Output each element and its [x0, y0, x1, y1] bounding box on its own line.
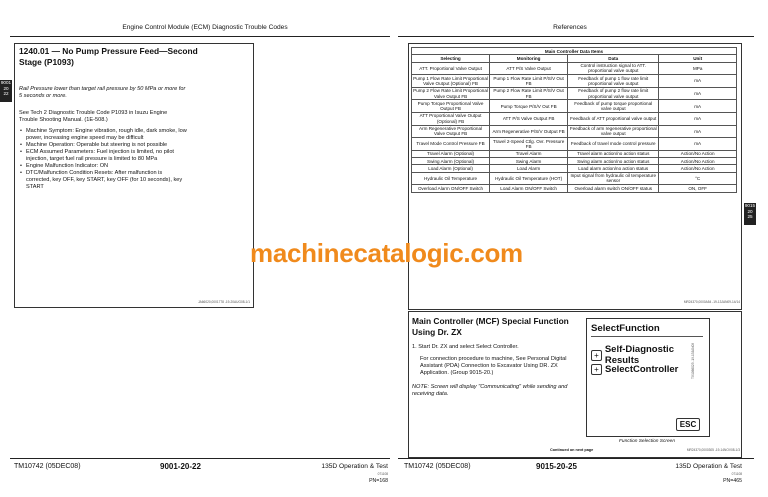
right-side-tab-line2: 20 — [747, 208, 753, 214]
plus-icon: + — [591, 350, 602, 361]
column-header-monitoring: Monitoring — [490, 55, 568, 62]
left-page-header: Engine Control Module (ECM) Diagnostic Trouble Codes — [122, 24, 288, 31]
table-row — [412, 165, 737, 172]
note-text: NOTE: Screen will display "Communicating" while sending and receiving data. — [412, 384, 568, 397]
right-side-tab — [744, 203, 756, 225]
continued-text: Continued on next page — [550, 448, 594, 452]
table-row — [412, 138, 737, 151]
table-row — [412, 112, 737, 125]
left-footer-title: 135D Operation & Test — [321, 463, 388, 470]
table-cell: Pump 1 Flow Rate Limit P/S/V Out FB — [490, 75, 568, 88]
table-cell: Feedback of ATT proportional valve output — [568, 112, 659, 125]
table-cell: Control instruction signal to ATT. proportional valve output — [568, 62, 659, 75]
left-footer-manual: TM10742 (05DEC08) — [14, 463, 81, 470]
bullet-item: • ECM Assumed Parameters: Fuel injection is limited, no pilot injection, target fuel rail pressure is limited to 80 MPa — [26, 149, 187, 163]
option-label: Self-Diagnostic Results — [604, 344, 674, 366]
figure-side-code: TX1066023 -19-13JAN09 — [691, 342, 695, 379]
table-row — [412, 172, 737, 185]
table-cell: Hydraulic Oil Temperature (HOT) — [490, 172, 568, 185]
left-doc-ref: JA66020,0001778 -19-20AUG08-1/1 — [198, 300, 250, 304]
table-cell: mA — [659, 87, 737, 100]
table-cell: Arm Regenerative Proportional Valve Output FB — [412, 125, 490, 138]
table-cell: Load alarm action/no action status — [568, 165, 659, 172]
right-page-header: References — [553, 24, 587, 31]
right-side-tab-line3: 25 — [747, 214, 753, 220]
right-section-title: Main Controller (MCF) Special Function Using Dr. ZX — [412, 316, 569, 337]
table-cell: Feedback of pump 1 flow rate limit proportional valve output — [568, 75, 659, 88]
table-cell: ATT Proportional Valve Output (Optional) FB — [412, 112, 490, 125]
table-cell: Pump Torque Proportional Valve Output FB — [412, 100, 490, 113]
table-row — [412, 62, 737, 75]
table-cell: Swing alarm action/no action status — [568, 158, 659, 165]
table-cell: Action/No Action — [659, 158, 737, 165]
table-cell: mA — [659, 138, 737, 151]
function-selection-figure — [586, 318, 710, 437]
table-cell: mA — [659, 75, 737, 88]
table-cell: Arm Regenerative P/S/V Output FB — [490, 125, 568, 138]
table-cell: Load Alarm (Optional) — [412, 165, 490, 172]
table-cell: ATT. Proportional Valve Output — [412, 62, 490, 75]
table-cell: ON, OFF — [659, 185, 737, 192]
left-side-tab-line2: 20 — [3, 85, 9, 91]
step-1-text: 1. Start Dr. ZX and select Select Controller. — [412, 344, 519, 350]
bullet-item: • Machine Operation: Operable but steering is not possible — [26, 142, 187, 149]
connection-text: For connection procedure to machine, See Personal Digital Assistant (PDA) Connection to Excavator Using DR. ZX Application. (Group 9015-20.) — [420, 356, 567, 376]
left-side-tab-line1: 9001 — [0, 80, 12, 85]
table-row — [412, 75, 737, 88]
column-header-selecting: Selecting — [412, 55, 490, 62]
table-cell: Swing Alarm — [490, 158, 568, 165]
table-cell: Load Alarm ON/OFF Switch — [490, 185, 568, 192]
right-doc-ref-1: MR24370,0000A54 -19-13JAN09-14/14 — [683, 300, 740, 304]
left-side-tab-line3: 22 — [3, 91, 9, 97]
table-title: Main Controller Data Items — [412, 48, 737, 55]
table-cell: Travel 2-Speed Ctlg. Ovr. Pressure FB — [490, 138, 568, 151]
bullet-item: • Machine Symptom: Engine vibration, rough idle, dark smoke, low power, increasing engine speed may be difficult — [26, 128, 187, 142]
table-cell: °C — [659, 172, 737, 185]
left-see-text: See Tech 2 Diagnostic Trouble Code P1093 in Isuzu Engine Trouble Shooting Manual. (1E-508.) — [19, 110, 168, 123]
table-row — [412, 158, 737, 165]
right-header-rule — [398, 36, 754, 37]
table-cell: Travel Alarm — [490, 150, 568, 157]
main-controller-data-table — [411, 47, 737, 193]
left-bullet-list — [19, 128, 187, 191]
table-cell: mA — [659, 112, 737, 125]
table-cell: Action/No Action — [659, 150, 737, 157]
table-cell: Overload alarm switch ON/OFF status — [568, 185, 659, 192]
right-footer-manual: TM10742 (05DEC08) — [404, 463, 471, 470]
left-header-rule — [10, 36, 390, 37]
right-footer-rule — [398, 458, 754, 459]
right-footer-pn: PN=465 — [723, 478, 742, 484]
left-footer-date: 071108 — [377, 472, 388, 476]
table-cell: Pump 2 Flow Rate Limit P/S/V Out FB — [490, 87, 568, 100]
esc-button[interactable]: ESC — [676, 418, 700, 431]
left-intro-text: Rail Pressure lower than target rail pressure by 50 MPa or more for 5 seconds or more. — [19, 86, 186, 99]
table-row — [412, 150, 737, 157]
figure-title-rule — [591, 336, 703, 337]
table-cell: Pump Torque P/S/V Out FB — [490, 100, 568, 113]
right-footer-title: 135D Operation & Test — [675, 463, 742, 470]
table-cell: Pump 1 Flow Rate Limit Proportional Valve Output (Optional) FB — [413, 75, 488, 86]
table-cell: Action/No Action — [659, 165, 737, 172]
table-cell: Travel Alarm (Optional) — [412, 150, 490, 157]
select-controller-option[interactable] — [591, 364, 678, 375]
table-cell: Overload Alarm ON/OFF Switch — [412, 185, 490, 192]
table-cell: Pump 2 Flow Rate Limit Proportional Valve Output FB — [413, 88, 488, 99]
table-cell: Swing Alarm (Optional) — [412, 158, 490, 165]
table-cell: MPa — [659, 62, 737, 75]
left-footer-pn: PN=168 — [369, 478, 388, 484]
table-cell: Feedback of arm regenerative proportional valve output — [568, 125, 659, 138]
table-cell: Feedback of pump torque proportional valve output — [568, 100, 659, 113]
table-cell: Feedback of pump 2 flow rate limit proportional valve output — [568, 87, 659, 100]
right-footer-date: 071108 — [731, 472, 742, 476]
watermark: machinecatalogic.com — [250, 238, 523, 268]
right-side-tab-line1: 9015 — [744, 203, 756, 208]
left-footer-page-number: 9001-20-22 — [160, 462, 201, 471]
right-footer-page-number: 9015-20-25 — [536, 462, 577, 471]
table-cell: ATT P/S Valve Output — [490, 62, 568, 75]
left-side-tab — [0, 80, 12, 102]
left-footer-rule — [10, 458, 390, 459]
right-doc-ref-2: MR24370,0000305 -19-14NOV08-1/3 — [686, 448, 740, 452]
bullet-item: • DTC/Malfunction Condition Resets: After malfunction is corrected, key OFF, key START, key OFF (for 10 seconds), key START — [26, 170, 187, 191]
table-cell: Travel Mode Control Pressure FB — [412, 138, 490, 151]
bullet-item: • Engine Malfunction Indicator: ON — [26, 163, 187, 170]
table-cell: mA — [659, 125, 737, 138]
table-cell: ATT P/S Valve Output FB — [490, 112, 568, 125]
table-row — [412, 87, 737, 100]
table-cell: Load Alarm — [490, 165, 568, 172]
table-cell: Input signal from hydraulic oil temperature sensor — [568, 172, 659, 185]
column-header-unit: Unit — [659, 55, 737, 62]
figure-title: SelectFunction — [591, 323, 660, 334]
option-label: SelectController — [605, 364, 679, 375]
figure-caption: Function Selection Screen — [619, 439, 675, 444]
table-body — [412, 62, 737, 192]
table-cell: mA — [659, 100, 737, 113]
plus-icon: + — [591, 364, 602, 375]
table-row — [412, 100, 737, 113]
table-cell: Travel alarm action/no action status — [568, 150, 659, 157]
table-cell: Feedback of travel mode control pressure — [568, 138, 659, 151]
column-header-data: Data — [568, 55, 659, 62]
table-row — [412, 185, 737, 192]
left-section-title: 1240.01 — No Pump Pressure Feed—Second Stage (P1093) — [19, 46, 198, 67]
table-cell: Hydraulic Oil Temperature — [412, 172, 490, 185]
table-row — [412, 125, 737, 138]
